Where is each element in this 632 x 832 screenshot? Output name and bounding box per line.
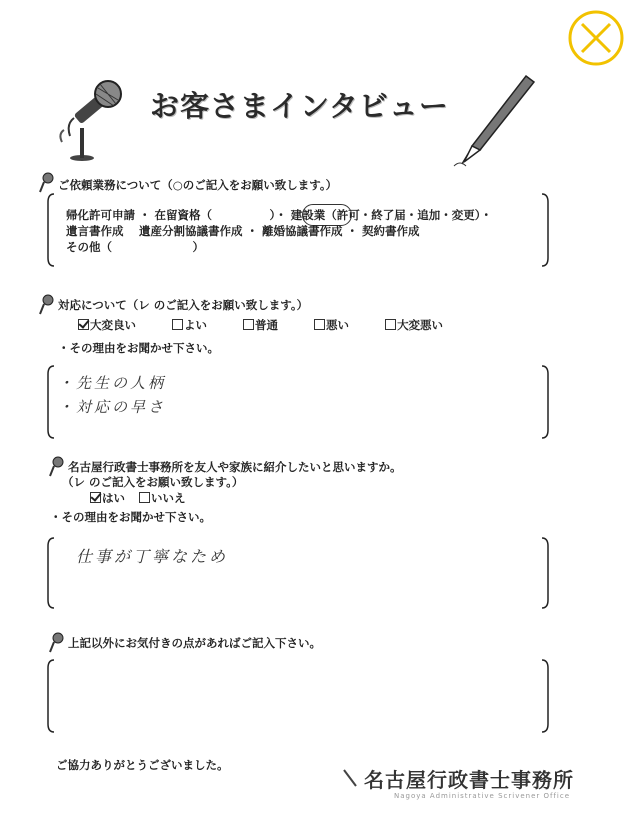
- q3-answer-1: 仕事が丁寧なため: [76, 547, 229, 566]
- checkbox[interactable]: [314, 319, 325, 330]
- checkbox-checked[interactable]: [90, 492, 101, 503]
- checkbox[interactable]: [172, 319, 183, 330]
- q4-heading: 上記以外にお気付きの点があればご記入下さい。: [68, 636, 321, 650]
- q2-options: [78, 318, 475, 332]
- office-logo-sub: Nagoya Administrative Scrivener Office: [394, 792, 571, 800]
- microphone-icon: [36, 294, 54, 316]
- q2-reason-label: ・その理由をお聞かせ下さい。: [58, 341, 219, 355]
- checkbox[interactable]: [139, 492, 150, 503]
- option-yes[interactable]: はい: [90, 491, 125, 505]
- option-very-bad[interactable]: 大変悪い: [385, 318, 443, 332]
- microphone-icon: [52, 78, 132, 162]
- q4-bracket: [46, 658, 550, 734]
- checkbox[interactable]: [385, 319, 396, 330]
- page-title: お客さまインタビュー: [150, 89, 449, 123]
- q1-options-line3: その他（ ）: [66, 240, 204, 254]
- q3-reason-label: ・その理由をお聞かせ下さい。: [50, 510, 211, 524]
- option-good[interactable]: よい: [172, 318, 207, 332]
- q2-answer-2: ・対応の早さ: [58, 398, 167, 416]
- q3-options: [90, 491, 218, 505]
- microphone-icon: [36, 172, 54, 194]
- microphone-icon: [46, 632, 64, 654]
- checkbox-checked[interactable]: [78, 319, 89, 330]
- option-very-good[interactable]: 大変良い: [78, 318, 136, 332]
- office-logo: 名古屋行政書士事務所: [364, 768, 574, 792]
- option-normal[interactable]: 普通: [243, 318, 278, 332]
- option-bad[interactable]: 悪い: [314, 318, 349, 332]
- q3-subheading: （レ のご記入をお願い致します。）: [62, 475, 244, 489]
- q2-heading: 対応について（レ のご記入をお願い致します。）: [58, 298, 309, 312]
- q1-options-line2: 遺言書作成 遺産分割協議書作成 ・ 離婚協議書作成 ・ 契約書作成: [66, 224, 420, 238]
- q3-heading: 名古屋行政書士事務所を友人や家族に紹介したいと思いますか。: [68, 460, 402, 474]
- checkbox[interactable]: [243, 319, 254, 330]
- thanks-text: ご協力ありがとうございました。: [56, 758, 229, 772]
- q1-options-line1: 帰化許可申請 ・ 在留資格（ ）・ 建設業（許可・終了届・追加・変更）・: [66, 208, 493, 222]
- q2-answer-1: ・先生の人柄: [58, 374, 167, 392]
- logo-slash-icon: [342, 768, 358, 788]
- selected-circle: [302, 204, 352, 226]
- q1-heading: ご依頼業務について（○のご記入をお願い致します。）: [58, 178, 338, 192]
- option-no[interactable]: いいえ: [139, 491, 186, 505]
- pen-icon: [450, 70, 540, 170]
- close-icon[interactable]: [566, 8, 626, 68]
